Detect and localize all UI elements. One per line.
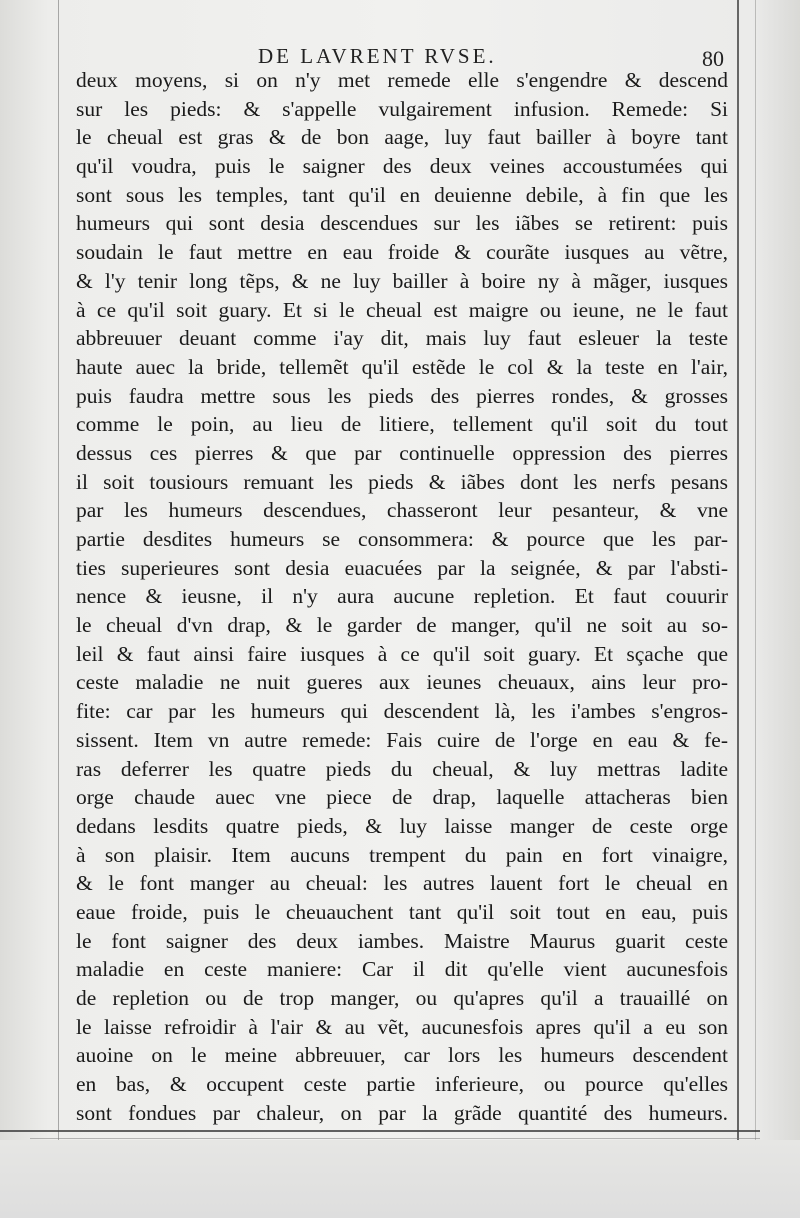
text-line: eaue froide, puis le cheuauchent tant qu'il soit tout en eau, puis (76, 899, 728, 924)
page-number: 80 (702, 46, 724, 71)
text-line: à son plaisir. Item aucuns trempent du pain en fort vinaigre, (76, 842, 728, 867)
text-line: orge chaude auec vne piece de drap, laquelle attacheras bien (76, 785, 728, 810)
text-line: ras deferrer les quatre pieds du cheual, & luy mettras ladite (76, 756, 728, 781)
text-line: sont sous les temples, tant qu'il en deuienne debile, à fin que les (76, 182, 728, 207)
text-line: dessus ces pierres & que par continuelle oppression des pierres (76, 440, 728, 465)
text-line: sur les pieds: & s'appelle vulgairement infusion. Remede: Si (76, 96, 728, 121)
page-bottom-margin (0, 1140, 800, 1218)
text-line: par les humeurs descendues, chasseront leur pesanteur, & vne (76, 498, 728, 523)
text-line: comme le poin, au lieu de litiere, tellement qu'il soit du tout (76, 412, 728, 437)
right-page-edge (737, 0, 739, 1218)
right-page-edge-inner (755, 0, 756, 1218)
text-line: de repletion ou de trop manger, ou qu'apres qu'il a trauaillé on (76, 986, 728, 1010)
running-head: DE LAVRENT RVSE. (258, 44, 497, 68)
text-line: puis faudra mettre sous les pieds des pierres rondes, & grosses (76, 383, 728, 408)
text-line: humeurs qui sont desia descendues sur les iãbes se retirent: puis (76, 211, 728, 236)
text-line: le font saigner des deux iambes. Maistre Maurus guarit ceste (76, 928, 728, 953)
text-line: leil & faut ainsi faire iusques à ce qu'il soit guary. Et sçache que (76, 641, 728, 666)
text-line: à ce qu'il soit guary. Et si le cheual est maigre ou ieune, ne le faut (76, 297, 728, 322)
text-line: & le font manger au cheual: les autres lauent fort le cheual en (76, 871, 728, 896)
text-line: sont fondues par chaleur, on par la grãde quantité des humeurs. (76, 1100, 728, 1125)
text-line: ceste maladie ne nuit gueres aux ieunes cheuaux, ains leur pro- (76, 670, 728, 695)
text-line: nence & ieusne, il n'y aura aucune repletion. Et faut couurir (76, 584, 728, 609)
text-line: fite: car par les humeurs qui descendent là, les i'ambes s'engros- (76, 699, 728, 724)
body-text (76, 66, 728, 1127)
text-line: en bas, & occupent ceste partie inferieure, ou pource qu'elles (76, 1072, 728, 1097)
text-line: qu'il voudra, puis le saigner des deux veines accoustumées qui (76, 154, 728, 179)
left-page-edge (58, 0, 59, 1218)
text-line: le cheual d'vn drap, & le garder de manger, qu'il ne soit au so- (76, 613, 728, 638)
bottom-rule (0, 1130, 760, 1132)
text-line: il soit tousiours remuant les pieds & iãbes dont les nerfs pesans (76, 469, 728, 494)
text-line: partie desdites humeurs se consommera: & pource que les par- (76, 527, 728, 551)
text-line: dedans lesdits quatre pieds, & luy laisse manger de ceste orge (76, 813, 728, 838)
text-line: & l'y tenir long tẽps, & ne luy bailler à boire ny à mãger, iusques (76, 268, 728, 293)
text-line: abbreuuer deuant comme i'ay dit, mais luy faut esleuer la teste (76, 326, 728, 351)
text-line: ties superieures sont desia euacuées par la seignée, & par l'absti- (76, 555, 728, 580)
text-line: deux moyens, si on n'y met remede elle s'engendre & descend (76, 68, 728, 92)
text-line: le cheual est gras & de bon aage, luy faut bailler à boyre tant (76, 125, 728, 150)
text-line: auoine on le meine abbreuuer, car lors les humeurs descendent (76, 1043, 728, 1068)
text-line: maladie en ceste maniere: Car il dit qu'elle vient aucunesfois (76, 957, 728, 982)
text-line: le laisse refroidir à l'air & au vẽt, aucunesfois apres qu'il a eu son (76, 1014, 728, 1039)
bottom-rule-secondary (30, 1138, 760, 1139)
text-line: haute auec la bride, tellemẽt qu'il estẽde le col & la teste en l'air, (76, 354, 728, 379)
text-line: sissent. Item vn autre remede: Fais cuire de l'orge en eau & fe- (76, 727, 728, 752)
text-line: soudain le faut mettre en eau froide & courãte iusques au vẽtre, (76, 240, 728, 265)
